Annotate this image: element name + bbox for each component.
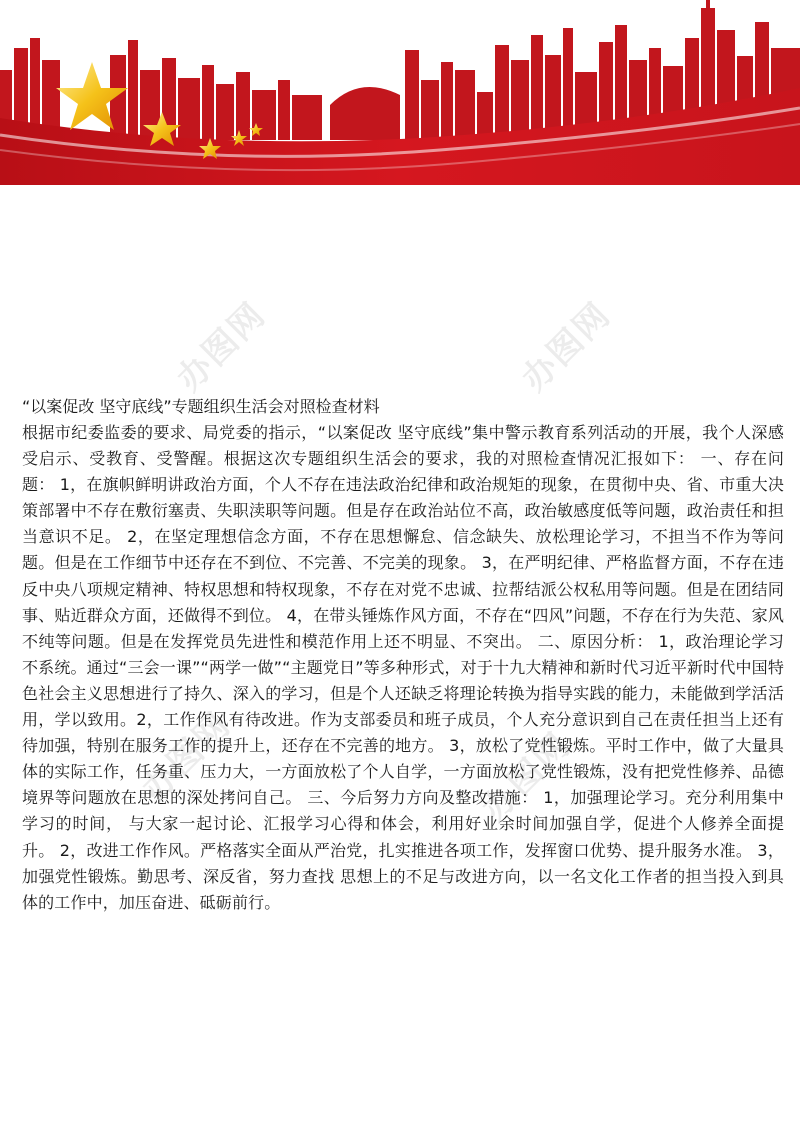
document-title: “以案促改 坚守底线”专题组织生活会对照检查材料: [22, 397, 380, 416]
document-body: 根据市纪委监委的要求、局党委的指示，“以案促改 坚守底线”集中警示教育系列活动的开展，我个人深感受启示、受教育、受警醒。根据这次专题组织生活会的要求，我的对照检查情况汇报如下： 一、存在问题： 1，在旗帜鲜明讲政治方面，个人不存在违法政治纪律和政治规矩的现象，在贯彻中央、省、市重大决策部署中不存在敷衍塞责、失职渎职等问题。但是存在政治站位不高，政治敏感度低等问题，政治责任和担当意识不足。 2，在坚定理想信念方面，不存在思想懈怠、信念缺失、放松理论学习，不担当不作为等问题。但是在工作细节中还存在不到位、不完善、不完美的现象。 3，在严明纪律、严格监督方面，不存在违反中央八项规定精神、特权思想和特权现象，不存在对党不忠诚、拉帮结派公权私用等问题。但是在团结同事、贴近群众方面，还做得不到位。 4，在带头锤炼作风方面，不存在“四风”问题，不存在行为失范、家风不纯等问题。但是在发挥党员先进性和模范作用上还不明显、不突出。 二、原因分析： 1，政治理论学习不系统。通过“三会一课”“两学一做”“主题党日”等多种形式，对于十九大精神和新时代习近平新时代中国特色社会主义思想进行了持久、深入的学习，但是个人还缺乏将理论转换为指导实践的能力，未能做到学活活用，学以致用。2，工作作风有待改进。作为支部委员和班子成员，个人充分意识到自己在责任担当上还有待加强，特别在服务工作的提升上，还存在不完善的地方。 3，放松了党性锻炼。平时工作中，做了大量具体的实际工作，任务重、压力大，一方面放松了个人自学，一方面放松了党性锻炼，没有把党性修养、品德境界等问题放在思想的深处拷问自己。 三、今后努力方向及整改措施： 1，加强理论学习。充分利用集中学习的时间， 与大家一起讨论、汇报学习心得和体会，利用好业余时间加强自学，促进个人修养全面提升。 2，改进工作作风。严格落实全面从严治党，扎实推进各项工作，发挥窗口优势、提升服务水准。 3，加强党性锻炼。勤思考、深反省，努力查找 思想上的不足与改进方向，以一名文化工作者的担当投入到具体的工作中，加压奋进、砥砺前行。: [22, 423, 784, 912]
watermark: 办图网: [134, 704, 239, 810]
watermark: 办图网: [169, 294, 274, 400]
header-banner: [0, 0, 800, 185]
watermark: 办图网: [474, 724, 579, 830]
watermark: 办图网: [514, 294, 619, 400]
document-content: [22, 394, 784, 916]
